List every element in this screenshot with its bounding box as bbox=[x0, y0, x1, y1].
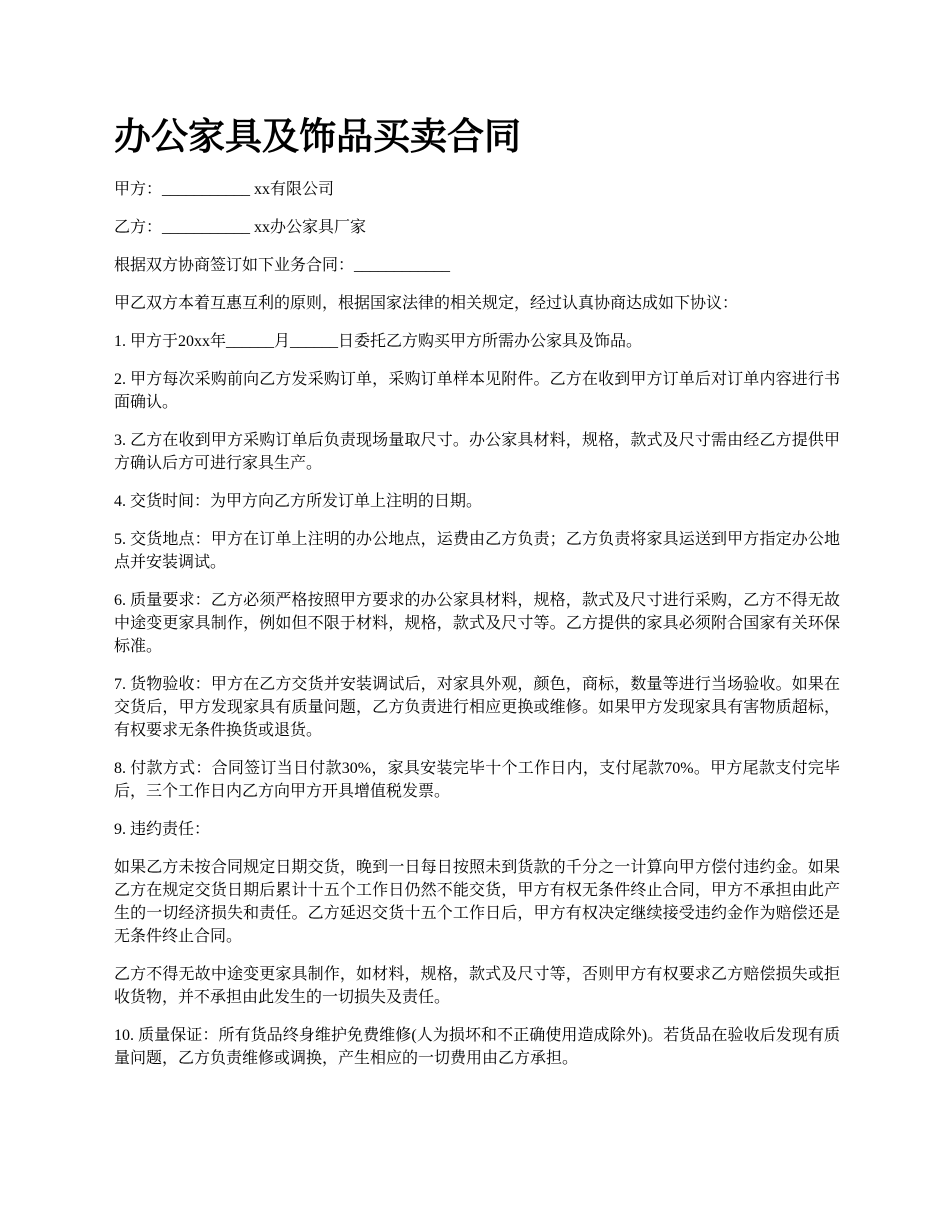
clause-10: 10. 质量保证：所有货品终身维护免费维修(人为损坏和不正确使用造成除外)。若货品在验收后发现有质量问题，乙方负责维修或调换，产生相应的一切费用由乙方承担。 bbox=[114, 1027, 840, 1067]
clause-8: 8. 付款方式：合同签订当日付款30%，家具安装完毕十个工作日内，支付尾款70%。甲方尾款支付完毕后，三个工作日内乙方向甲方开具增值税发票。 bbox=[114, 760, 840, 800]
clause-2: 2. 甲方每次采购前向乙方发采购订单，采购订单样本见附件。乙方在收到甲方订单后对订单内容进行书面确认。 bbox=[114, 371, 840, 411]
clause-3: 3. 乙方在收到甲方采购订单后负责现场量取尺寸。办公家具材料，规格，款式及尺寸需由经乙方提供甲方确认后方可进行家具生产。 bbox=[114, 432, 840, 472]
clause-4: 4. 交货时间：为甲方向乙方所发订单上注明的日期。 bbox=[114, 493, 483, 510]
party-a-line: 甲方：___________ xx有限公司 bbox=[114, 181, 335, 198]
document-page bbox=[114, 112, 840, 1085]
clause-6: 6. 质量要求：乙方必须严格按照甲方要求的办公家具材料，规格，款式及尺寸进行采购，乙方不得无故中途变更家具制作，例如但不限于材料，规格，款式及尺寸等。乙方提供的家具必须附合国家有关环保标准。 bbox=[114, 592, 840, 655]
clause-1: 1. 甲方于20xx年______月______日委托乙方购买甲方所需办公家具及饰品。 bbox=[114, 333, 643, 350]
party-b-line: 乙方：___________ xx办公家具厂家 bbox=[114, 219, 367, 236]
clause-9-paragraph-2: 乙方不得无故中途变更家具制作，如材料，规格，款式及尺寸等，否则甲方有权要求乙方赔偿损失或拒收货物，并不承担由此发生的一切损失及责任。 bbox=[114, 966, 840, 1006]
clause-9-heading: 9. 违约责任： bbox=[114, 821, 211, 838]
preamble-paragraph: 甲乙双方本着互惠互利的原则，根据国家法律的相关规定，经过认真协商达成如下协议： bbox=[114, 295, 739, 312]
clause-5: 5. 交货地点：甲方在订单上注明的办公地点，运费由乙方负责；乙方负责将家具运送到甲方指定办公地点并安装调试。 bbox=[114, 531, 840, 571]
document-title: 办公家具及饰品买卖合同 bbox=[114, 114, 521, 158]
clause-9-paragraph-1: 如果乙方未按合同规定日期交货，晚到一日每日按照未到货款的千分之一计算向甲方偿付违约金。如果乙方在规定交货日期后累计十五个工作日仍然不能交货，甲方有权无条件终止合同，甲方不承担由此产生的一切经济损失和责任。乙方延迟交货十五个工作日后，甲方有权决定继续接受违约金作为赔偿还是无条件终止合同。 bbox=[114, 859, 840, 945]
clause-7: 7. 货物验收：甲方在乙方交货并安装调试后，对家具外观，颜色，商标，数量等进行当场验收。如果在交货后，甲方发现家具有质量问题，乙方负责进行相应更换或维修。如果甲方发现家具有害物质超标，有权要求无条件换货或退货。 bbox=[114, 676, 840, 739]
agreement-basis-line: 根据双方协商签订如下业务合同：____________ bbox=[114, 257, 451, 274]
